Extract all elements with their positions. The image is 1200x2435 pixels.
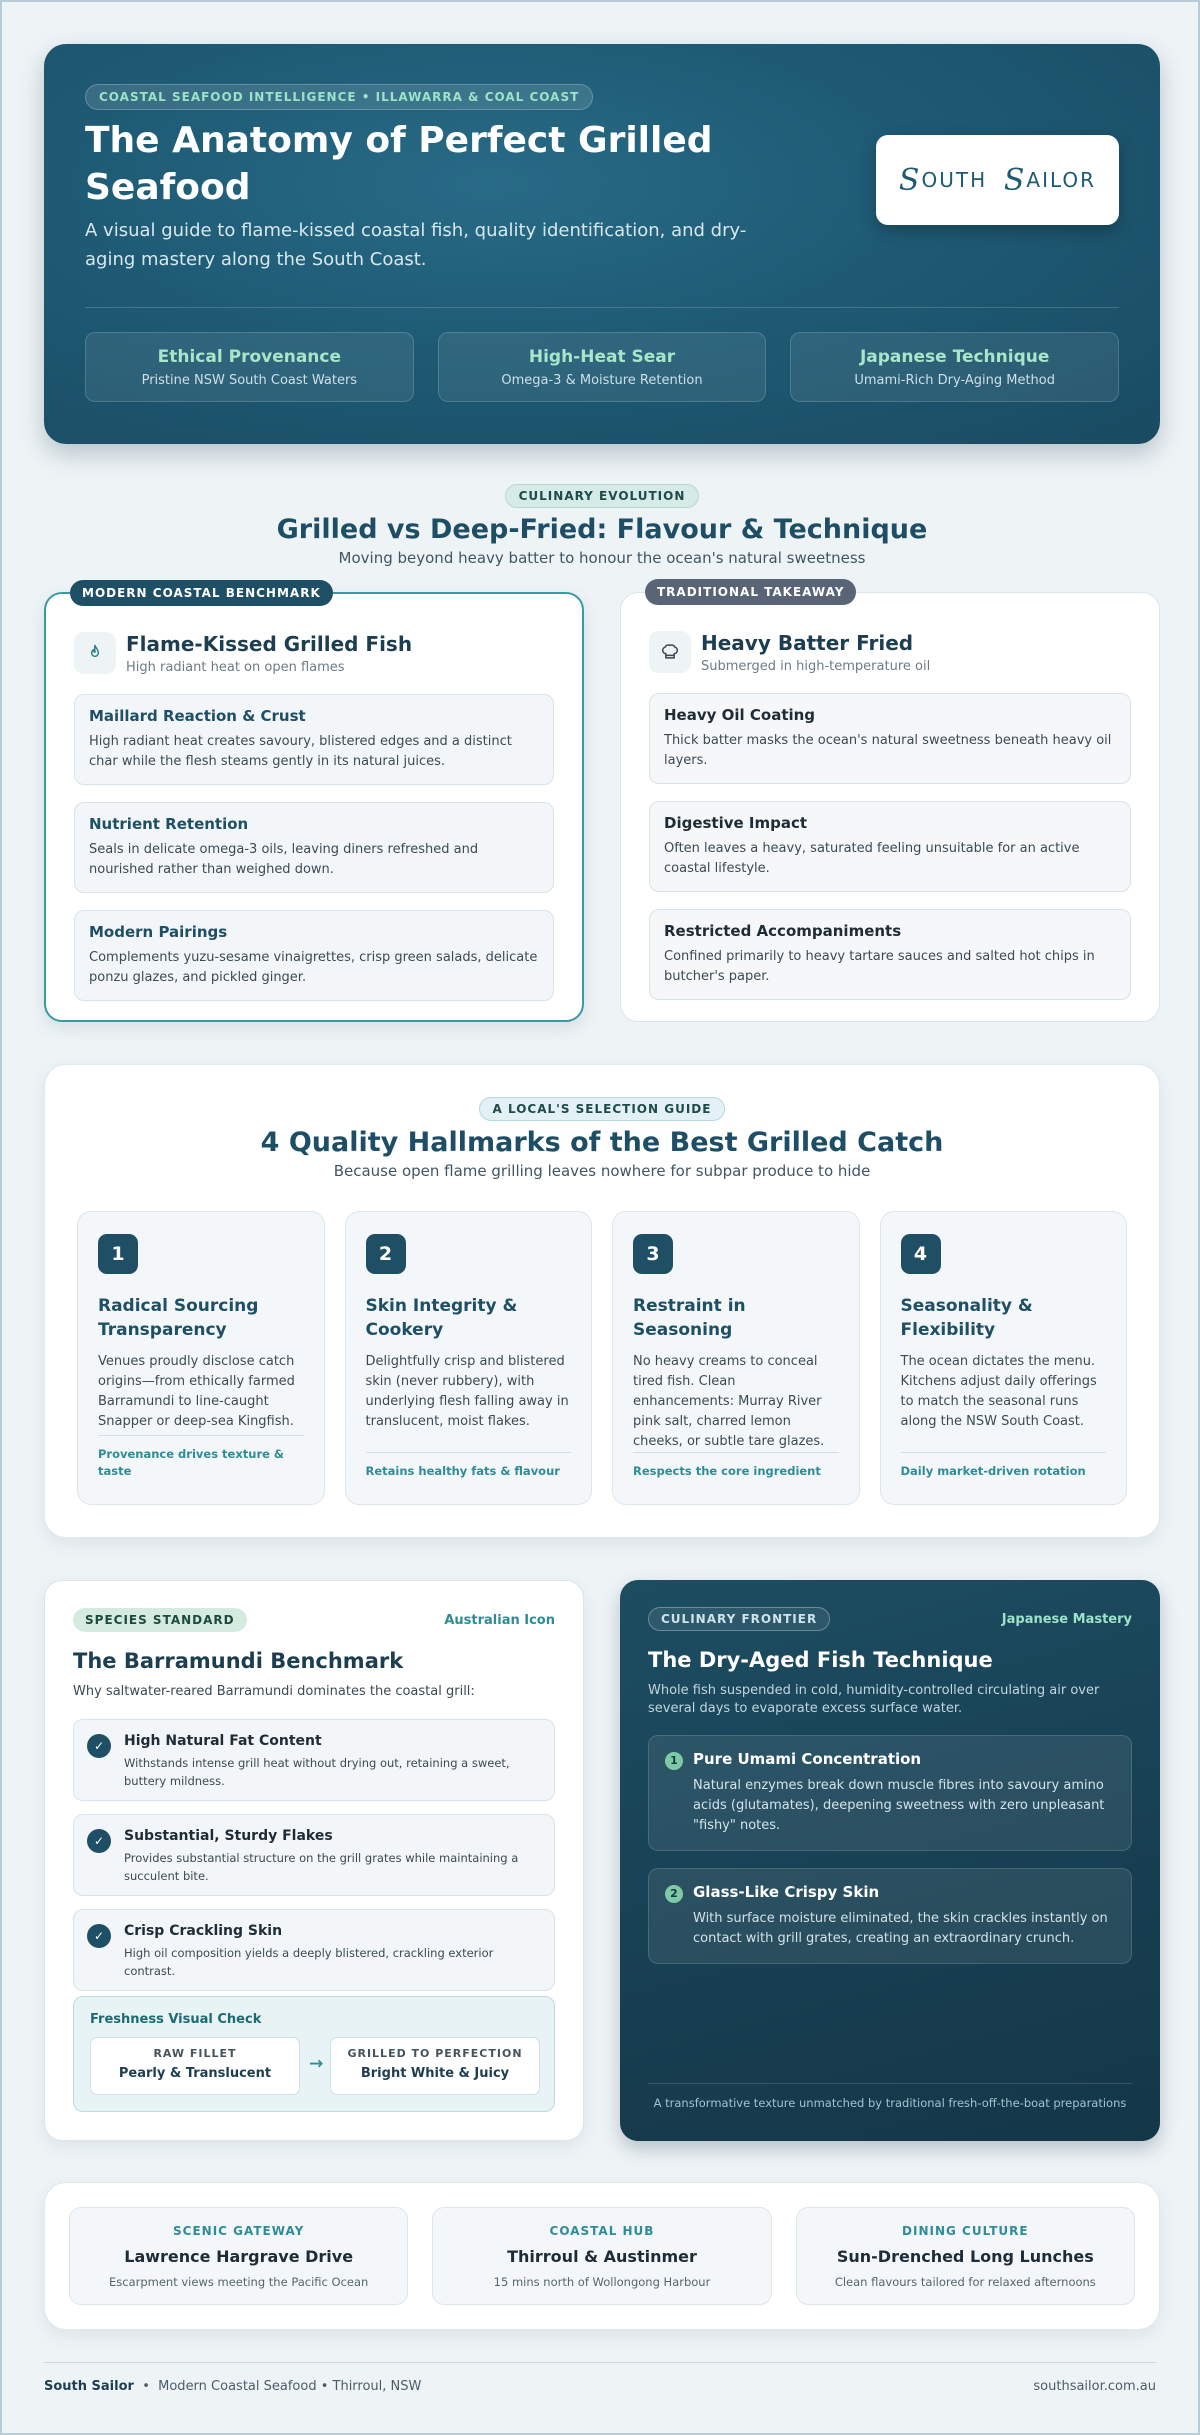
- location-kicker: DINING CULTURE: [902, 2224, 1029, 2238]
- location-cards: [69, 2207, 1135, 2305]
- location-card: [796, 2207, 1135, 2305]
- south-sailor-logo[interactable]: [876, 135, 1119, 225]
- fried-card: [620, 585, 1160, 1022]
- hero-tag: COASTAL SEAFOOD INTELLIGENCE • ILLAWARRA & COAL COAST: [85, 84, 593, 110]
- pillar-card: [85, 332, 414, 402]
- footer-tagline: Modern Coastal Seafood • Thirroul, NSW: [158, 2379, 422, 2394]
- item-desc: Confined primarily to heavy tartare sauces and salted hot chips in butcher's paper.: [664, 949, 1095, 984]
- section-subtitle: Moving beyond heavy batter to honour the ocean's natural sweetness: [338, 549, 866, 567]
- item-desc: Often leaves a heavy, saturated feeling unsuitable for an active coastal lifestyle.: [664, 841, 1080, 876]
- dry-aged-tag: CULINARY FRONTIER: [648, 1607, 830, 1631]
- fried-list: [649, 693, 1131, 1017]
- pillar-title: Ethical Provenance: [157, 347, 342, 367]
- footer-website-link[interactable]: southsailor.com.au: [1033, 2379, 1156, 2394]
- location-title: Sun-Drenched Long Lunches: [836, 2247, 1094, 2266]
- dry-aged-subtitle: Whole fish suspended in cold, humidity-controlled circulating air over several days to evaporate excess surface water.: [648, 1683, 1100, 1716]
- location-card: [69, 2207, 408, 2305]
- location-title: Thirroul & Austinmer: [507, 2247, 697, 2266]
- list-item: [649, 801, 1131, 892]
- section-chip: CULINARY EVOLUTION: [505, 484, 700, 508]
- pillar-card: [438, 332, 767, 402]
- hero-banner: [44, 44, 1160, 444]
- hallmark-card: [880, 1211, 1128, 1505]
- hallmark-footnote: Provenance drives texture & taste: [98, 1435, 304, 1480]
- hallmark-title: Restraint in Seasoning: [633, 1296, 746, 1340]
- list-item: [74, 802, 554, 893]
- list-item: [649, 693, 1131, 784]
- hero-pillars: [85, 332, 1119, 402]
- hero-subtitle: A visual guide to flame-kissed coastal fish, quality identification, and dry-aging mastery along the South Coast.: [85, 220, 747, 270]
- item-desc: High radiant heat creates savoury, blistered edges and a distinct char while the flesh steams gently in its natural juices.: [89, 734, 512, 769]
- barramundi-title: The Barramundi Benchmark: [73, 1649, 404, 1673]
- item-title: Modern Pairings: [89, 923, 228, 941]
- fried-badge: TRADITIONAL TAKEAWAY: [645, 579, 856, 605]
- raw-value: Pearly & Translucent: [118, 2066, 272, 2081]
- logo-text: AILOR: [1026, 168, 1097, 192]
- item-title: High Natural Fat Content: [124, 1733, 322, 1749]
- hallmark-card: [77, 1211, 325, 1505]
- item-desc: Withstands intense grill heat without drying out, retaining a sweet, buttery mildness.: [124, 1756, 510, 1788]
- item-title: Maillard Reaction & Crust: [89, 707, 306, 725]
- location-desc: Escarpment views meeting the Pacific Ocean: [108, 2275, 369, 2289]
- pillar-desc: Umami-Rich Dry-Aging Method: [854, 373, 1055, 388]
- hallmark-footnote: Retains healthy fats & flavour: [366, 1452, 572, 1480]
- item-title: Digestive Impact: [664, 814, 808, 832]
- hallmark-card: [345, 1211, 593, 1505]
- location-kicker: SCENIC GATEWAY: [173, 2224, 305, 2238]
- hallmark-number: 1: [98, 1234, 138, 1274]
- barramundi-list: [73, 1719, 555, 2004]
- barramundi-subtitle: Why saltwater-reared Barramundi dominates the coastal grill:: [73, 1684, 475, 1699]
- hallmark-card: [612, 1211, 860, 1505]
- raw-fillet-box: [90, 2037, 300, 2095]
- grilled-box: [330, 2037, 540, 2095]
- item-desc: With surface moisture eliminated, the skin crackles instantly on contact with grill grates, creating an extraordinary crunch.: [693, 1911, 1108, 1946]
- hallmarks-section: [44, 1064, 1160, 1538]
- logo-letter: S: [898, 162, 922, 198]
- page-footer: [44, 2362, 1156, 2394]
- hero-divider: [85, 307, 1119, 308]
- hallmarks-heading: [45, 1097, 1159, 1180]
- flame-icon: [74, 632, 116, 674]
- hallmark-number: 2: [366, 1234, 406, 1274]
- fried-subtitle: Submerged in high-temperature oil: [701, 659, 931, 674]
- footer-separator: •: [142, 2379, 150, 2394]
- item-title: Restricted Accompaniments: [664, 922, 902, 940]
- freshness-check: [73, 1996, 555, 2112]
- dry-aged-note: A transformative texture unmatched by traditional fresh-off-the-boat preparations: [648, 2083, 1132, 2110]
- pillar-desc: Pristine NSW South Coast Waters: [141, 373, 358, 388]
- location-title: Lawrence Hargrave Drive: [124, 2247, 354, 2266]
- check-icon: ✓: [87, 1829, 111, 1853]
- section-subtitle: Because open flame grilling leaves nowhere for subpar produce to hide: [333, 1162, 871, 1180]
- item-number: 1: [665, 1752, 683, 1770]
- list-item: [73, 1814, 555, 1896]
- list-item: [73, 1909, 555, 1991]
- hallmark-footnote: Respects the core ingredient: [633, 1452, 839, 1480]
- item-desc: Thick batter masks the ocean's natural sweetness beneath heavy oil layers.: [664, 733, 1112, 768]
- grilled-subtitle: High radiant heat on open flames: [126, 660, 345, 675]
- check-icon: ✓: [87, 1924, 111, 1948]
- location-desc: 15 mins north of Wollongong Harbour: [493, 2275, 711, 2289]
- item-title: Crisp Crackling Skin: [124, 1923, 283, 1939]
- hallmark-cards: [77, 1211, 1127, 1505]
- hallmark-desc: The ocean dictates the menu. Kitchens adjust daily offerings to match the seasonal runs along the NSW South Coast.: [900, 1354, 1097, 1429]
- grilled-card: [44, 586, 584, 1022]
- raw-label: RAW FILLET: [153, 2047, 237, 2060]
- freshness-title: Freshness Visual Check: [90, 2012, 262, 2027]
- hallmark-desc: Venues proudly disclose catch origins—from ethically farmed Barramundi to line-caught Snapper or deep-sea Kingfish.: [98, 1354, 295, 1429]
- hallmark-desc: No heavy creams to conceal tired fish. Clean enhancements: Murray River pink salt, charred lemon cheeks, or subtle tare glazes.: [633, 1354, 825, 1449]
- pillar-card: [790, 332, 1119, 402]
- item-desc: Complements yuzu-sesame vinaigrettes, crisp green salads, delicate ponzu glazes, and pickled ginger.: [89, 950, 538, 985]
- item-title: Pure Umami Concentration: [693, 1750, 922, 1768]
- grilled-label: GRILLED TO PERFECTION: [347, 2047, 523, 2060]
- item-title: Nutrient Retention: [89, 815, 249, 833]
- evolution-heading: [2, 484, 1200, 567]
- item-desc: Natural enzymes break down muscle fibres into savoury amino acids (glutamates), deepening sweetness with zero unpleasant "fishy" notes.: [693, 1778, 1105, 1833]
- barramundi-label: Australian Icon: [444, 1613, 555, 1628]
- pillar-title: Japanese Technique: [859, 347, 1050, 367]
- hallmark-title: Radical Sourcing Transparency: [98, 1296, 259, 1340]
- pillar-desc: Omega-3 & Moisture Retention: [501, 373, 703, 388]
- grilled-list: [74, 694, 554, 1018]
- footer-brand: South Sailor: [44, 2379, 134, 2394]
- grilled-badge: MODERN COASTAL BENCHMARK: [70, 580, 333, 606]
- barramundi-tag: SPECIES STANDARD: [73, 1608, 247, 1632]
- location-desc: Clean flavours tailored for relaxed afternoons: [834, 2275, 1096, 2289]
- locations-section: [44, 2182, 1160, 2330]
- section-title: Grilled vs Deep-Fried: Flavour & Technique: [276, 514, 928, 545]
- fried-title: Heavy Batter Fried: [701, 631, 914, 655]
- grilled-title: Flame-Kissed Grilled Fish: [126, 632, 413, 656]
- item-title: Substantial, Sturdy Flakes: [124, 1828, 333, 1844]
- hallmark-number: 4: [901, 1234, 941, 1274]
- hallmark-desc: Delightfully crisp and blistered skin (never rubbery), with underlying flesh falling away in translucent, moist flakes.: [365, 1354, 569, 1429]
- dry-aged-item: [648, 1868, 1132, 1964]
- chef-hat-icon: [649, 631, 691, 673]
- location-card: [432, 2207, 771, 2305]
- hallmark-title: Seasonality & Flexibility: [900, 1296, 1033, 1340]
- hallmark-footnote: Daily market-driven rotation: [901, 1452, 1107, 1480]
- section-title: 4 Quality Hallmarks of the Best Grilled Catch: [260, 1127, 944, 1158]
- dry-aged-title: The Dry-Aged Fish Technique: [648, 1648, 993, 1672]
- list-item: [74, 694, 554, 785]
- logo-letter: S: [1003, 162, 1027, 198]
- hallmark-number: 3: [633, 1234, 673, 1274]
- hallmark-title: Skin Integrity & Cookery: [365, 1296, 518, 1340]
- item-desc: High oil composition yields a deeply blistered, crackling exterior contrast.: [124, 1946, 494, 1978]
- dry-aged-card: [620, 1580, 1160, 2141]
- dry-aged-item: [648, 1735, 1132, 1851]
- item-title: Heavy Oil Coating: [664, 706, 816, 724]
- dry-aged-label: Japanese Mastery: [1001, 1612, 1132, 1627]
- list-item: [649, 909, 1131, 1000]
- item-number: 2: [665, 1885, 683, 1903]
- check-icon: ✓: [87, 1734, 111, 1758]
- page-title: The Anatomy of Perfect Grilled Seafood: [85, 120, 713, 208]
- item-title: Glass-Like Crispy Skin: [693, 1883, 880, 1901]
- arrow-right-icon: →: [309, 2054, 324, 2074]
- grilled-value: Bright White & Juicy: [360, 2066, 510, 2081]
- item-desc: Seals in delicate omega-3 oils, leaving diners refreshed and nourished rather than weighed down.: [89, 842, 479, 877]
- logo-text: OUTH: [921, 168, 988, 192]
- item-desc: Provides substantial structure on the grill grates while maintaining a succulent bite.: [124, 1851, 519, 1883]
- list-item: [74, 910, 554, 1001]
- pillar-title: High-Heat Sear: [528, 347, 676, 367]
- location-kicker: COASTAL HUB: [549, 2224, 655, 2238]
- list-item: [73, 1719, 555, 1801]
- barramundi-card: [44, 1580, 584, 2141]
- section-chip: A LOCAL'S SELECTION GUIDE: [479, 1097, 726, 1121]
